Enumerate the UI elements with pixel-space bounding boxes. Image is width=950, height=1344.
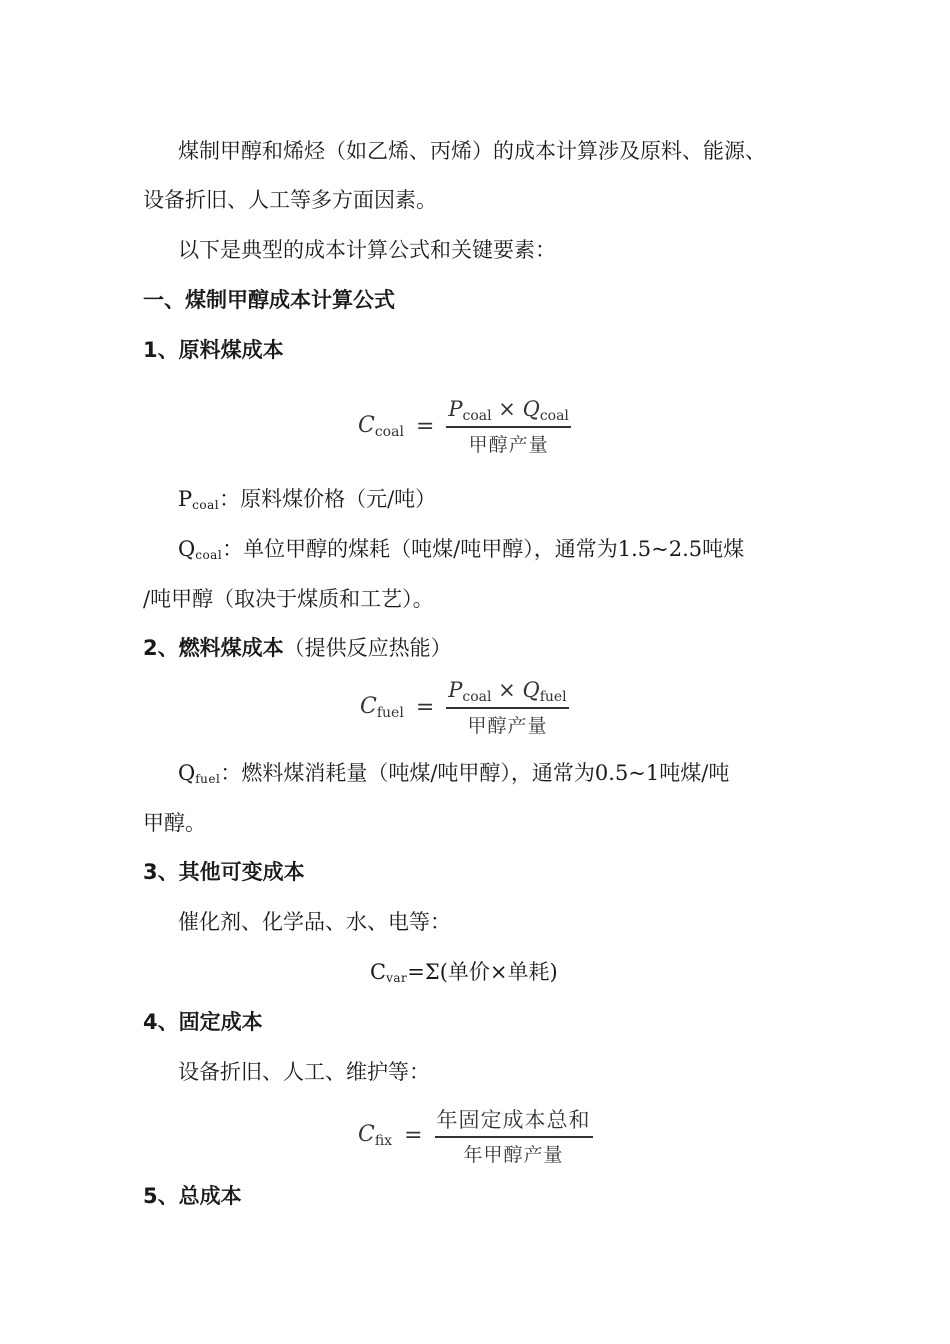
fraction-numerator: Pcoal × Qfuel xyxy=(448,678,567,705)
formula-fixed-cost xyxy=(358,1104,593,1167)
formula-lhs: Cfix xyxy=(358,1121,393,1149)
definition-q-coal-line-1: $Q_{coal}$：单位甲醇的煤耗（吨煤/吨甲醇），通常为1.5~2.5吨煤 xyxy=(178,537,745,562)
fraction xyxy=(446,678,568,738)
definition-q-fuel-line-1: $Q_{fuel}$：燃料煤消耗量（吨煤/吨甲醇），通常为0.5~1吨煤/吨 xyxy=(178,761,730,786)
intro-line-2: 设备折旧、人工等多方面因素。 xyxy=(143,188,437,212)
subheading-other-variable-cost: 3、其他可变成本 xyxy=(143,860,305,884)
intro-line-1: 煤制甲醇和烯烃（如乙烯、丙烯）的成本计算涉及原料、能源、 xyxy=(178,139,766,163)
equals-sign: = xyxy=(404,1122,423,1148)
fraction xyxy=(435,1104,593,1167)
subheading-total-cost: 5、总成本 xyxy=(143,1184,242,1208)
fraction-denominator: 甲醇产量 xyxy=(467,714,548,737)
fraction-denominator: 甲醇产量 xyxy=(468,433,549,456)
fraction xyxy=(446,397,571,457)
definition-q-fuel-line-2: 甲醇。 xyxy=(143,811,206,835)
formula-coal-cost xyxy=(358,397,571,457)
fraction-numerator: 年固定成本总和 xyxy=(436,1108,591,1132)
section-heading-methanol: 一、煤制甲醇成本计算公式 xyxy=(143,288,395,312)
formula-lhs: Ccoal xyxy=(358,413,404,441)
definition-p-coal: $P_{coal}$：原料煤价格（元/吨） xyxy=(178,487,437,512)
equals-sign: = xyxy=(415,414,435,440)
subheading-fixed-cost: 4、固定成本 xyxy=(143,1010,263,1034)
equals-sign: = xyxy=(415,695,435,721)
fraction-denominator: 年甲醇产量 xyxy=(463,1143,564,1166)
variable-cost-items: 催化剂、化学品、水、电等： xyxy=(178,910,451,934)
formula-variable-cost: $C_{var}=\Sigma$(单价×单耗) xyxy=(370,960,558,985)
subheading-raw-coal-cost: 1、原料煤成本 xyxy=(143,338,284,362)
subheading-fuel-coal-cost: 2、燃料煤成本（提供反应热能） xyxy=(143,636,452,660)
formula-lhs: Cfuel xyxy=(360,694,404,722)
definition-q-coal-line-2: /吨甲醇（取决于煤质和工艺）。 xyxy=(143,587,434,611)
fixed-cost-items: 设备折旧、人工、维护等： xyxy=(178,1060,430,1084)
formula-fuel-cost xyxy=(360,678,569,738)
intro-paragraph-2: 以下是典型的成本计算公式和关键要素： xyxy=(178,238,556,262)
fraction-numerator: Pcoal × Qcoal xyxy=(448,397,569,424)
